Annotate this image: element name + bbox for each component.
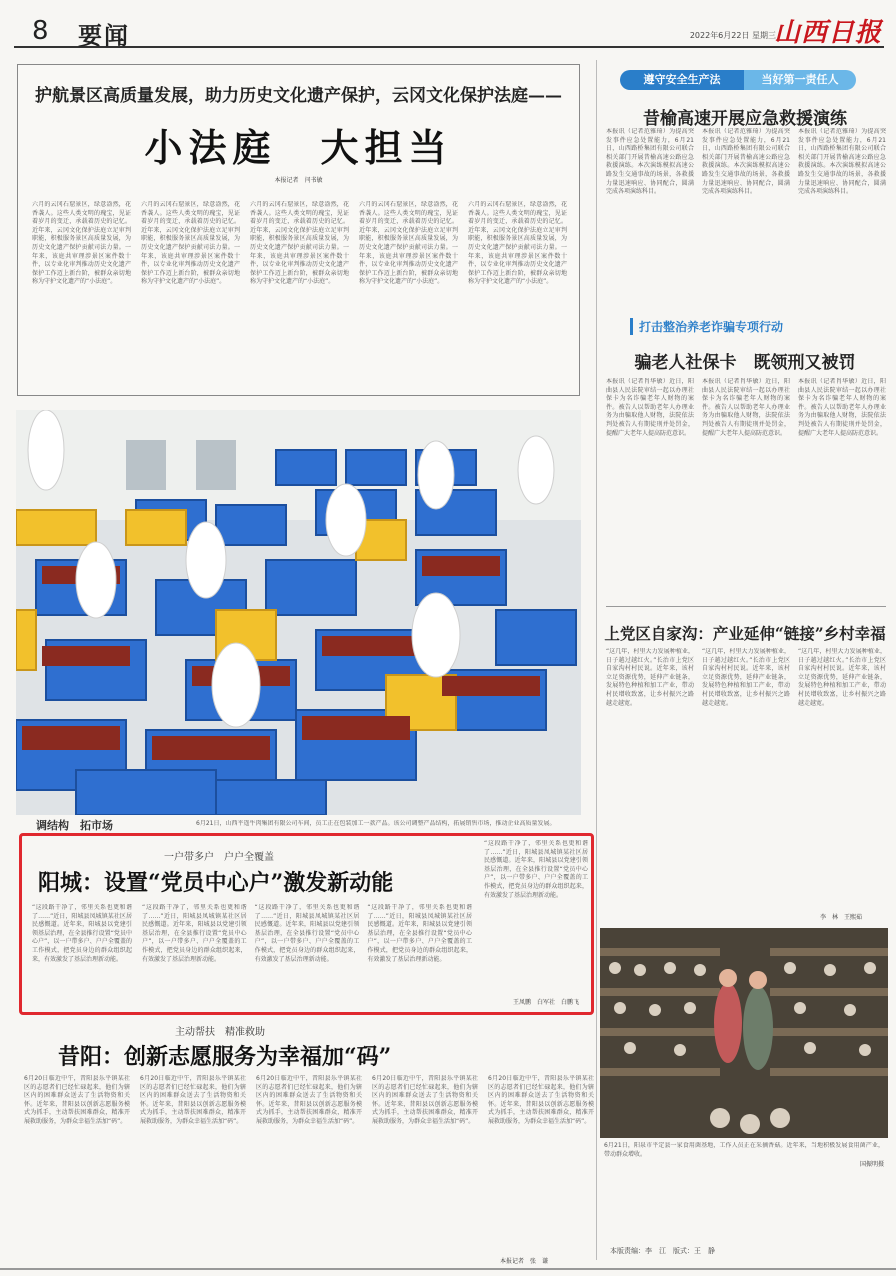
right2-title[interactable]: 骗老人社保卡 既领刑又被罚 (634, 353, 856, 373)
bottom-kicker: 主动帮扶 精准救助 (175, 1027, 265, 1038)
bottom-title[interactable]: 昔阳：创新志愿服务为幸福加“码” (58, 1044, 392, 1070)
right2-body-col: 本报讯（记者肖华敏）近日，阳曲县人民法院审结一起以办理社保卡为名诈骗老年人财物的案件。被告人以帮助老年人办理业务为由骗取他人财物，法院依法判处被告人有期徒刑并处罚金，提醒广大老年人提高防范意识。 (606, 378, 694, 437)
right2-kicker: 打击整治养老诈骗专项行动 (630, 318, 783, 335)
section-name: 要闻 (78, 21, 130, 50)
right1-body-col: 本报讯（记者范雅琦）为提高突发事件应急处置能力，6月21日，山西路桥集团有限公司联合相关部门开展昔榆高速公路应急救援演练。本次演练模拟高速公路发生交通事故的场景，各救援力量迅速响应、协同配合，圆满完成各项演练科目。 (798, 128, 886, 196)
lead-title: 小法庭 大担当 (144, 125, 453, 170)
bottom-body-col: 6月20日临近中午，昔阳县乐平镇某社区的志愿者们已经忙碌起来，他们为辖区内的困难群众送去了生活物资和关怀。近年来，昔阳县以创新志愿服务模式为抓手，主动帮扶困难群众，精准开展救助服务，为群众幸福生活加“码”。 (24, 1075, 130, 1125)
photo-caption-text: 6月21日，山西平遥牛肉集团有限公司车间，员工正在包装加工一款产品。该公司调整产品结构，拓展销售市场，推动企业高质量发展。 (196, 820, 556, 827)
right1-body-col: 本报讯（记者范雅琦）为提高突发事件应急处置能力，6月21日，山西路桥集团有限公司联合相关部门开展昔榆高速公路应急救援演练。本次演练模拟高速公路发生交通事故的场景，各救援力量迅速响应、协同配合，圆满完成各项演练科目。 (702, 128, 790, 196)
bottom-body-col: 6月20日临近中午，昔阳县乐平镇某社区的志愿者们已经忙碌起来，他们为辖区内的困难群众送去了生活物资和关怀。近年来，昔阳县以创新志愿服务模式为抓手，主动帮扶困难群众，精准开展救助服务，为群众幸福生活加“码”。 (256, 1075, 362, 1125)
lead-body-col: 六月的云冈石窟景区，绿意盎然，花香袭人。这些人类文明的瑰宝，见证着岁月的变迁，承载着历史的记忆。近年来，云冈文化保护法庭立足审判职能，积极服务景区高质量发展，为历史文化遗产保护贡献司法力量。一年来，该庭共审理涉景区案件数十件，以专业化审判推动历史文化遗产保护工作迈上新台阶，被群众亲切地称为守护文化遗产的“小法庭”。 (359, 201, 458, 286)
masthead (14, 12, 884, 48)
bottom-rule (0, 1268, 896, 1270)
feature-body-col: “这段路干净了，邻里关系也更和谐了……”近日，阳城县凤城镇某社区居民感慨道。近年来，阳城县以党建引领基层治理，在全县推行设置“党员中心户”，以一户带多户、户户全覆盖的工作模式，把党员身边的群众组织起来，有效激发了基层治理新动能。 (32, 904, 132, 963)
lead-body (32, 201, 567, 387)
right2-body (606, 378, 886, 598)
factory-photo[interactable] (16, 410, 581, 815)
feature-body (142, 904, 472, 1008)
bottom-body-col: 6月20日临近中午，昔阳县乐平镇某社区的志愿者们已经忙碌起来，他们为辖区内的困难群众送去了生活物资和关怀。近年来，昔阳县以创新志愿服务模式为抓手，主动帮扶困难群众，精准开展救助服务，为群众幸福生活加“码”。 (140, 1075, 246, 1125)
right1-body (606, 128, 886, 308)
photo-caption (16, 817, 581, 831)
lead-body-col: 六月的云冈石窟景区，绿意盎然，花香袭人。这些人类文明的瑰宝，见证着岁月的变迁，承载着历史的记忆。近年来，云冈文化保护法庭立足审判职能，积极服务景区高质量发展，为历史文化遗产保护贡献司法力量。一年来，该庭共审理涉景区案件数十件，以专业化审判推动历史文化遗产保护工作迈上新台阶，被群众亲切地称为守护文化遗产的“小法庭”。 (468, 201, 567, 286)
right3-body-col: “这几年，村里大力发展种植业，日子越过越红火。”长治市上党区自家沟村村民说。近年来，该村立足资源优势，延伸产业链条，发展特色种植和加工产业，带动村民增收致富，让乡村振兴之路越走越宽。 (702, 648, 790, 707)
right3-title[interactable]: 上党区自家沟：产业延伸“链接”乡村幸福 (604, 624, 886, 643)
page-editors: 本版责编：李 江 版式：王 静 (610, 1247, 715, 1255)
feature-body-col: “这段路干净了，邻里关系也更和谐了……”近日，阳城县凤城镇某社区居民感慨道。近年来，阳城县以党建引领基层治理，在全县推行设置“党员中心户”，以一户带多户、户户全覆盖的工作模式，把党员身边的群众组织起来，有效激发了基层治理新动能。 (254, 904, 360, 963)
mushroom-photo[interactable] (600, 928, 888, 1138)
mushroom-credit: 国振明摄 (859, 1161, 884, 1169)
factory-photo-image (16, 410, 581, 815)
right1-body-col: 本报讯（记者范雅琦）为提高突发事件应急处置能力，6月21日，山西路桥集团有限公司联合相关部门开展昔榆高速公路应急救援演练。本次演练模拟高速公路发生交通事故的场景，各救援力量迅速响应、协同配合，圆满完成各项演练科目。 (606, 128, 694, 196)
lead-body-col: 六月的云冈石窟景区，绿意盎然，花香袭人。这些人类文明的瑰宝，见证着岁月的变迁，承载着历史的记忆。近年来，云冈文化保护法庭立足审判职能，积极服务景区高质量发展，为历史文化遗产保护贡献司法力量。一年来，该庭共审理涉景区案件数十件，以专业化审判推动历史文化遗产保护工作迈上新台阶，被群众亲切地称为守护文化遗产的“小法庭”。 (141, 201, 240, 286)
issue-date: 2022年6月22日 星期三 (689, 31, 776, 40)
feature-body-col: “这段路干净了，邻里关系也更和谐了……”近日，阳城县凤城镇某社区居民感慨道。近年来，阳城县以党建引领基层治理，在全县推行设置“党员中心户”，以一户带多户、户户全覆盖的工作模式，把党员身边的群众组织起来，有效激发了基层治理新动能。 (142, 904, 247, 963)
lead-body-col: 六月的云冈石窟景区，绿意盎然，花香袭人。这些人类文明的瑰宝，见证着岁月的变迁，承载着历史的记忆。近年来，云冈文化保护法庭立足审判职能，积极服务景区高质量发展，为历史文化遗产保护贡献司法力量。一年来，该庭共审理涉景区案件数十件，以专业化审判推动历史文化遗产保护工作迈上新台阶，被群众亲切地称为守护文化遗产的“小法庭”。 (250, 201, 349, 286)
lead-byline: 本报记者 闫书敏 (274, 177, 323, 184)
bottom-body-col: 6月20日临近中午，昔阳县乐平镇某社区的志愿者们已经忙碌起来，他们为辖区内的困难群众送去了生活物资和关怀。近年来，昔阳县以创新志愿服务模式为抓手，主动帮扶困难群众，精准开展救助服务，为群众幸福生活加“码”。 (372, 1075, 478, 1125)
lead-body-col: 六月的云冈石窟景区，绿意盎然，花香袭人。这些人类文明的瑰宝，见证着岁月的变迁，承载着历史的记忆。近年来，云冈文化保护法庭立足审判职能，积极服务景区高质量发展，为历史文化遗产保护贡献司法力量。一年来，该庭共审理涉景区案件数十件，以专业化审判推动历史文化遗产保护工作迈上新台阶，被群众亲切地称为守护文化遗产的“小法庭”。 (32, 201, 131, 286)
feature-body-col: “这段路干净了，邻里关系也更和谐了……”近日，阳城县凤城镇某社区居民感慨道。近年来，阳城县以党建引领基层治理，在全县推行设置“党员中心户”，以一户带多户、户户全覆盖的工作模式，把党员身边的群众组织起来，有效激发了基层治理新动能。 (484, 840, 588, 899)
bottom-byline: 本报记者 张 谦 (500, 1258, 549, 1265)
column-divider (596, 60, 597, 1260)
right3-body-col: “这几年，村里大力发展种植业，日子越过越红火。”长治市上党区自家沟村村民说。近年来，该村立足资源优势，延伸产业链条，发展特色种植和加工产业，带动村民增收致富，让乡村振兴之路越走越宽。 (798, 648, 886, 707)
highlighted-story[interactable] (19, 833, 594, 1015)
right3-body (606, 648, 886, 910)
feature-body-col: “这段路干净了，邻里关系也更和谐了……”近日，阳城县凤城镇某社区居民感慨道。近年来，阳城县以党建引领基层治理，在全县推行设置“党员中心户”，以一户带多户、户户全覆盖的工作模式，把党员身边的群众组织起来，有效激发了基层治理新动能。 (367, 904, 473, 963)
divider (606, 606, 886, 607)
right2-body-col: 本报讯（记者肖华敏）近日，阳曲县人民法院审结一起以办理社保卡为名诈骗老年人财物的案件。被告人以帮助老年人办理业务为由骗取他人财物，法院依法判处被告人有期徒刑并处罚金，提醒广大老年人提高防范意识。 (798, 378, 886, 437)
lead-subtitle: 护航景区高质量发展，助力历史文化遗产保护，云冈文化保护法庭—— (35, 86, 562, 106)
feature-kicker: 一户带多户 户户全覆盖 (164, 852, 274, 863)
mushroom-caption (604, 1142, 884, 1182)
lead-story[interactable] (17, 64, 580, 396)
campaign-tag-b: 当好第一责任人 (744, 70, 856, 90)
bottom-body-col: 6月20日临近中午，昔阳县乐平镇某社区的志愿者们已经忙碌起来，他们为辖区内的困难群众送去了生活物资和关怀。近年来，昔阳县以创新志愿服务模式为抓手，主动帮扶困难群众，精准开展救助服务，为群众幸福生活加“码”。 (488, 1075, 594, 1125)
campaign-tag-a: 遵守安全生产法 (620, 70, 744, 90)
bottom-body (24, 1075, 594, 1255)
feature-title: 阳城：设置“党员中心户”激发新动能 (38, 870, 394, 896)
feature-byline: 王凤鹏 白军社 白鹏飞 (512, 999, 579, 1006)
mushroom-photo-image (600, 928, 888, 1138)
right3-byline: 李 林 王熙茹 (820, 914, 863, 921)
page-number: 8 (32, 16, 49, 46)
newspaper-logo: 山西日报 (773, 18, 882, 48)
right3-body-col: “这几年，村里大力发展种植业，日子越过越红火。”长治市上党区自家沟村村民说。近年来，该村立足资源优势，延伸产业链条，发展特色种植和加工产业，带动村民增收致富，让乡村振兴之路越走越宽。 (606, 648, 694, 707)
right1-title[interactable]: 昔榆高速开展应急救援演练 (643, 109, 847, 129)
photo-caption-label: 调结构 拓市场 (36, 819, 113, 832)
right2-body-col: 本报讯（记者肖华敏）近日，阳曲县人民法院审结一起以办理社保卡为名诈骗老年人财物的案件。被告人以帮助老年人办理业务为由骗取他人财物，法院依法判处被告人有期徒刑并处罚金，提醒广大老年人提高防范意识。 (702, 378, 790, 437)
mushroom-caption-text: 6月21日，阳泉市平定县一家食用菌基地，工作人员正在采摘香菇。近年来，当地积极发展食用菌产业，带动群众增收。 (604, 1142, 884, 1158)
